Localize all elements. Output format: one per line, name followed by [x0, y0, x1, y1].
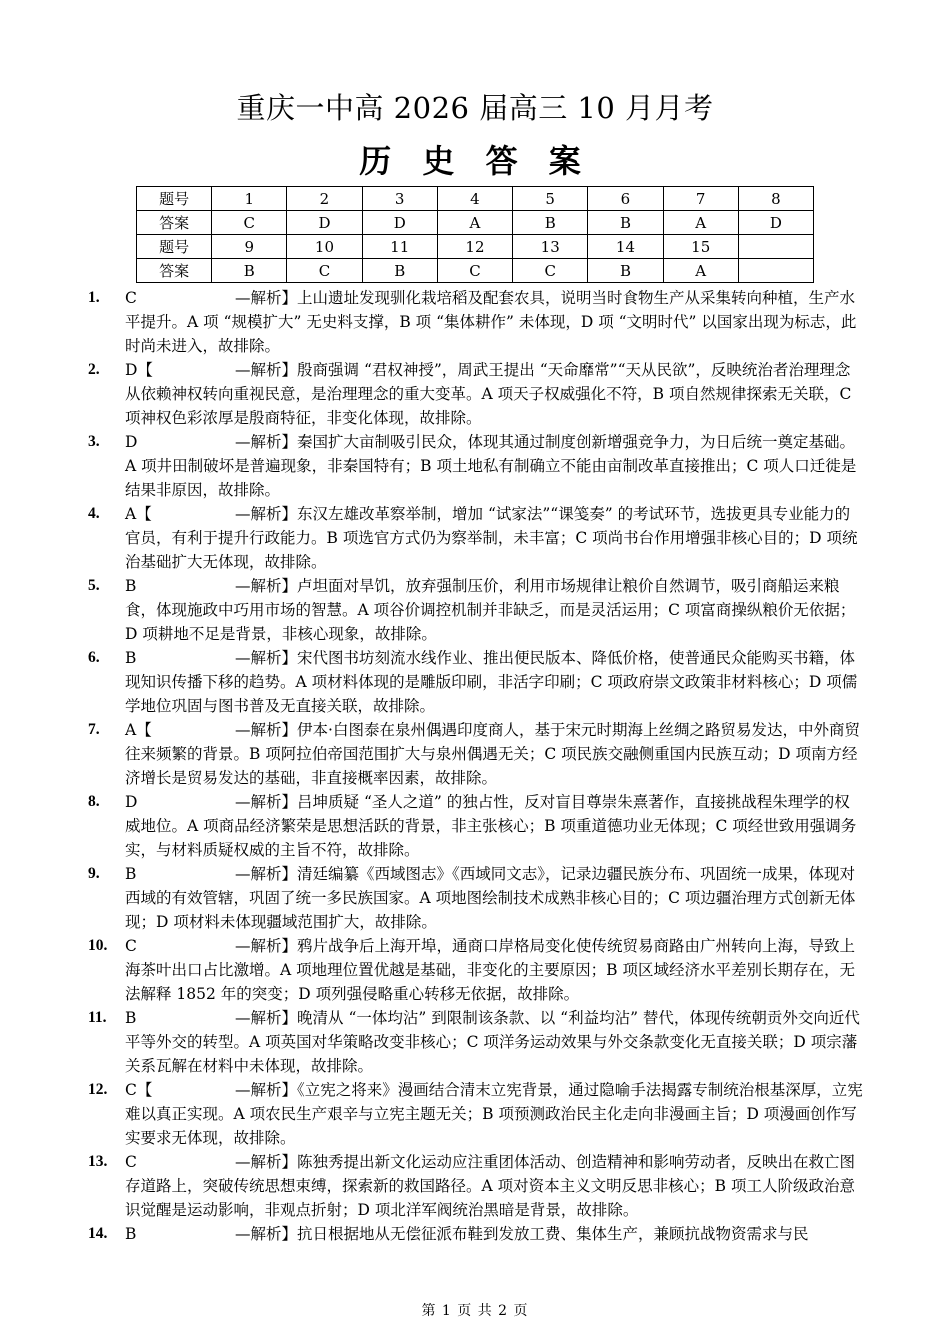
table-cell: D [362, 211, 437, 235]
item-number: 4. [88, 505, 100, 522]
table-cell: 7 [663, 187, 738, 211]
answer-table [136, 186, 814, 283]
item-text: 吕坤质疑 “圣人之道” 的独占性，反对盲目尊崇朱熹著作，直接挑战程朱理学的权威地位。A 项商品经济繁荣是思想活跃的背景，非主张核心；B 项重道德功业无体现；C 项经世致用强调务实，与材料质疑权威的主旨不符，故排除。 [125, 793, 857, 859]
list-item [88, 790, 863, 862]
item-number: 7. [88, 721, 100, 738]
table-cell: 3 [362, 187, 437, 211]
table-cell: 答案 [137, 259, 212, 283]
item-answer: B [125, 865, 137, 883]
table-cell: D [738, 211, 813, 235]
table-cell: D [287, 211, 362, 235]
item-label: —解析】 [235, 361, 298, 379]
item-label: —解析】 [235, 793, 298, 811]
item-number: 1. [88, 289, 100, 306]
item-label: —解析】 [235, 721, 298, 739]
item-text: 卢坦面对旱饥，放弃强制压价，利用市场规律让粮价自然调节，吸引商船运来粮食，体现施政中巧用市场的智慧。A 项谷价调控机制并非缺乏，而是灵活运用；C 项富商操纵粮价无依据；D 项耕地不足是背景，非核心现象，故排除。 [125, 577, 856, 643]
item-text: 清廷编纂《西域图志》《西域同文志》，记录边疆民族分布、巩固统一成果，体现对西域的有效管辖，巩固了统一多民族国家。A 项地图绘制技术成熟非核心目的；C 项边疆治理方式创新无体现；D 项材料未体现疆域范围扩大，故排除。 [125, 865, 856, 931]
table-cell: 答案 [137, 211, 212, 235]
item-label: —解析】 [235, 1153, 298, 1171]
table-cell: 题号 [137, 235, 212, 259]
item-label: —解析】 [235, 649, 298, 667]
item-number: 8. [88, 793, 100, 810]
table-cell: B [588, 259, 663, 283]
explanation-list [88, 286, 863, 1246]
item-answer: A【 [125, 721, 152, 739]
table-cell: 9 [212, 235, 287, 259]
table-cell: 6 [588, 187, 663, 211]
list-item [88, 862, 863, 934]
item-label: —解析】 [235, 1225, 298, 1243]
item-answer: B [125, 649, 137, 667]
item-number: 3. [88, 433, 100, 450]
item-answer: C [125, 937, 137, 955]
table-row [137, 211, 814, 235]
table-cell [738, 235, 813, 259]
item-label: —解析】 [235, 937, 298, 955]
item-label: —解析】 [235, 289, 298, 307]
item-text: 伊本·白图泰在泉州偶遇印度商人，基于宋元时期海上丝绸之路贸易发达，中外商贸往来频繁的背景。B 项阿拉伯帝国范围扩大与泉州偶遇无关；C 项民族交融侧重国内民族互动；D 项南方经济增长是贸易发达的基础，非直接概率因素，故排除。 [125, 721, 860, 787]
item-number: 12. [88, 1081, 108, 1098]
table-cell: A [437, 211, 512, 235]
table-cell: 10 [287, 235, 362, 259]
item-answer: A【 [125, 505, 152, 523]
item-text: 《立宪之将来》漫画结合清末立宪背景，通过隐喻手法揭露专制统治根基深厚，立宪难以真正实现。A 项农民生产艰辛与立宪主题无关；B 项预测政治民主化走向非漫画主旨；D 项漫画创作写实要求无体现，故排除。 [125, 1081, 863, 1147]
page-title: 重庆一中高 2026 届高三 10 月月考 [236, 91, 714, 125]
item-number: 11. [88, 1009, 107, 1026]
table-cell: C [212, 211, 287, 235]
table-row [137, 259, 814, 283]
table-cell: B [513, 211, 588, 235]
page-subtitle: 历 史 答 案 [359, 142, 591, 180]
item-number: 13. [88, 1153, 108, 1170]
item-label: —解析】 [235, 1081, 298, 1099]
list-item [88, 574, 863, 646]
item-number: 14. [88, 1225, 108, 1242]
table-cell: A [663, 259, 738, 283]
table-cell: 8 [738, 187, 813, 211]
item-number: 10. [88, 937, 108, 954]
item-label: —解析】 [235, 433, 298, 451]
table-cell: 13 [513, 235, 588, 259]
page-footer: 第 1 页 共 2 页 [421, 1303, 529, 1319]
table-cell: 1 [212, 187, 287, 211]
item-text: 陈独秀提出新文化运动应注重团体活动、创造精神和影响劳动者，反映出在救亡图存道路上，突破传统思想束缚，探索新的救国路径。A 项对资本主义文明反思非核心；B 项工人阶级政治意识觉醒是运动影响，非观点折射；D 项北洋军阀统治黑暗是背景，故排除。 [125, 1153, 856, 1219]
table-cell: B [212, 259, 287, 283]
item-text: 殷商强调 “君权神授”，周武王提出 “天命靡常”“天从民欲”，反映统治者治理理念从依赖神权转向重视民意，是治理理念的重大变革。A 项天子权威强化不符，B 项自然规律探索无关联，C 项神权色彩浓厚是殷商特征，非变化体现，故排除。 [125, 361, 852, 427]
list-item [88, 286, 863, 358]
item-label: —解析】 [235, 577, 298, 595]
list-item [88, 358, 863, 430]
item-number: 2. [88, 361, 100, 378]
item-text: 东汉左雄改革察举制，增加 “试家法”“课笺奏” 的考试环节，选拔更具专业能力的官员，有利于提升行政能力。B 项选官方式仍为察举制，未丰富；C 项尚书台作用增强非核心目的；D 项统治基础扩大无体现，故排除。 [125, 505, 858, 571]
item-number: 6. [88, 649, 100, 666]
item-answer: D【 [125, 361, 153, 379]
item-text: 宋代图书坊刻流水线作业、推出便民版本、降低价格，使普通民众能购买书籍，体现知识传播下移的趋势。A 项材料体现的是雕版印刷，非活字印刷；C 项政府崇文政策非材料核心；D 项儒学地位巩固与图书普及无直接关联，故排除。 [125, 649, 858, 715]
list-item [88, 934, 863, 1006]
list-item [88, 718, 863, 790]
item-answer: D [125, 793, 138, 811]
table-row [137, 235, 814, 259]
table-cell: 15 [663, 235, 738, 259]
list-item [88, 430, 863, 502]
table-cell: 4 [437, 187, 512, 211]
item-text: 上山遗址发现驯化栽培稻及配套农具，说明当时食物生产从采集转向种植，生产水平提升。A 项 “规模扩大” 无史料支撑，B 项 “集体耕作” 未体现，D 项 “文明时代” 以国家出现为标志，此时尚未进入，故排除。 [125, 289, 857, 355]
table-cell [738, 259, 813, 283]
list-item [88, 1078, 863, 1150]
list-item [88, 1006, 863, 1078]
table-cell: 12 [437, 235, 512, 259]
list-item [88, 1150, 863, 1222]
item-answer: B [125, 1225, 137, 1243]
item-number: 9. [88, 865, 100, 882]
table-cell: 11 [362, 235, 437, 259]
item-text: 抗日根据地从无偿征派布鞋到发放工费、集体生产，兼顾抗战物资需求与民 [297, 1225, 809, 1243]
item-label: —解析】 [235, 505, 298, 523]
table-cell: 题号 [137, 187, 212, 211]
table-cell: B [362, 259, 437, 283]
item-answer: C【 [125, 1081, 153, 1099]
item-answer: B [125, 1009, 137, 1027]
item-text: 鸦片战争后上海开埠，通商口岸格局变化使传统贸易商路由广州转向上海，导致上海茶叶出口占比激增。A 项地理位置优越是基础，非变化的主要原因；B 项区域经济水平差别长期存在，无法解释 1852 年的突变；D 项列强侵略重心转移无依据，故排除。 [125, 937, 856, 1003]
table-cell: C [287, 259, 362, 283]
item-text: 秦国扩大亩制吸引民众，体现其通过制度创新增强竞争力，为日后统一奠定基础。A 项井田制破坏是普遍现象，非秦国特有；B 项土地私有制确立不能由亩制改革直接推出；C 项人口迁徙是结果非原因，故排除。 [125, 433, 857, 499]
item-label: —解析】 [235, 865, 298, 883]
item-text: 晚清从 “一体均沾” 到限制该条款、以 “利益均沾” 替代，体现传统朝贡外交向近代平等外交的转型。A 项英国对华策略改变非核心；C 项洋务运动效果与外交条款变化无直接关联；D 项宗藩关系瓦解在材料中未体现，故排除。 [125, 1009, 860, 1075]
item-label: —解析】 [235, 1009, 298, 1027]
list-item [88, 502, 863, 574]
table-cell: 5 [513, 187, 588, 211]
item-answer: D [125, 433, 138, 451]
item-answer: B [125, 577, 137, 595]
table-cell: B [588, 211, 663, 235]
table-cell: A [663, 211, 738, 235]
item-number: 5. [88, 577, 100, 594]
table-cell: 2 [287, 187, 362, 211]
item-answer: C [125, 289, 137, 307]
table-row [137, 187, 814, 211]
list-item [88, 646, 863, 718]
table-cell: C [437, 259, 512, 283]
table-cell: C [513, 259, 588, 283]
item-answer: C [125, 1153, 137, 1171]
list-item [88, 1222, 863, 1246]
table-cell: 14 [588, 235, 663, 259]
